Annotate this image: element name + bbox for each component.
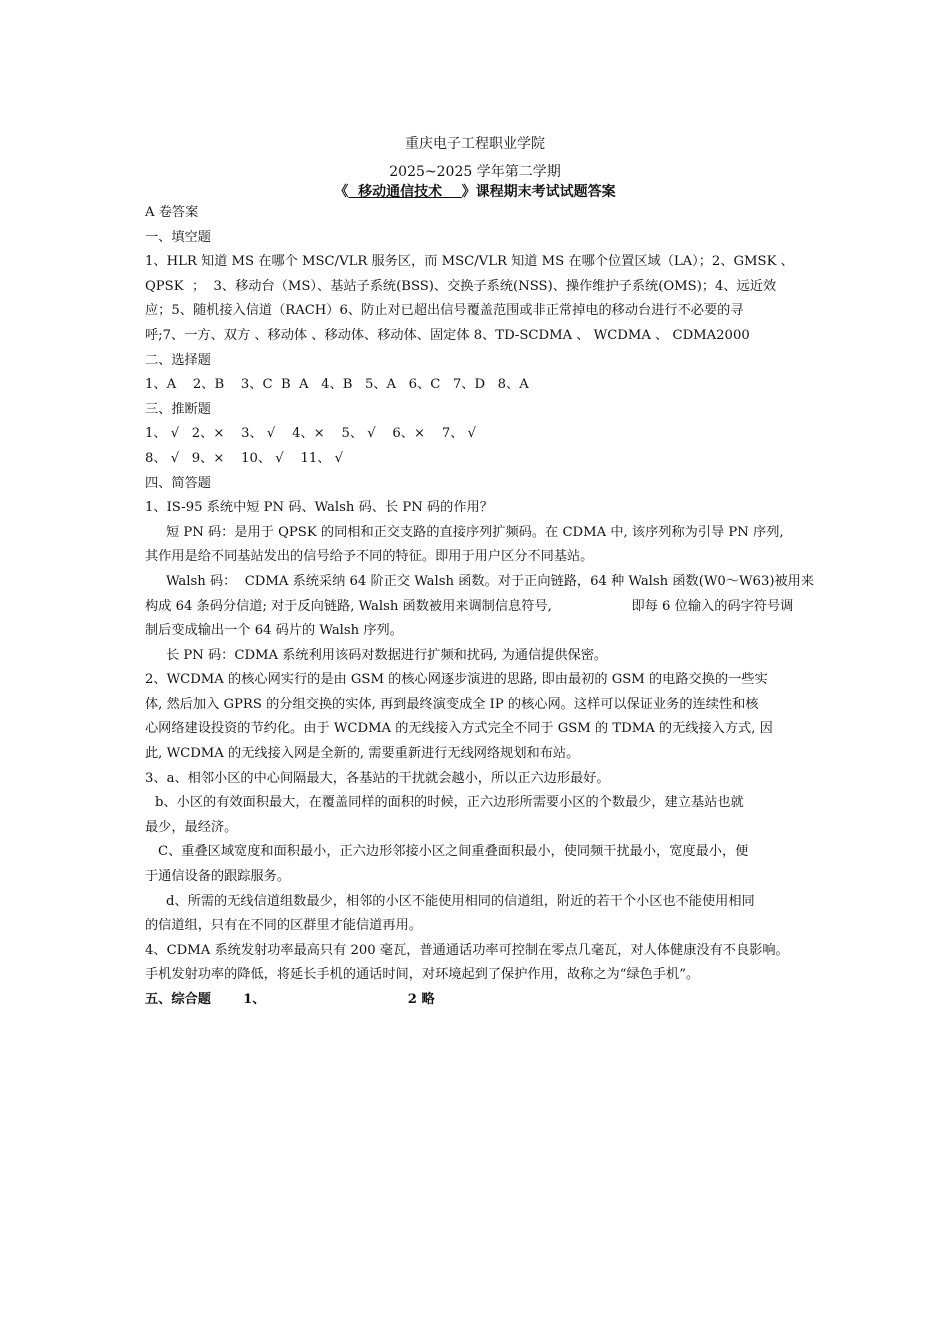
short-pn-answer: 短 PN 码：是用于 QPSK 的同相和正交支路的直接序列扩频码。在 CDMA 中, 该序列称为引导 PN 序列,: [166, 524, 784, 540]
section-heading-choice: 二、选择题: [145, 352, 211, 368]
question-3-d: d、所需的无线信道组数最少，相邻的小区不能使用相同的信道组，附近的若干个小区也不能使用相同: [166, 893, 755, 909]
comprehensive-heading: 五、综合题: [145, 992, 211, 1007]
question-2-line: 此, WCDMA 的无线接入网是全新的, 需要重新进行无线网络规划和布站。: [145, 746, 580, 762]
question-2-line: 体, 然后加入 GPRS 的分组交换的实体, 再到最终演变成全 IP 的核心网。这样可以保证业务的连续性和核: [145, 696, 759, 712]
fill-blank-line: 1、HLR 知道 MS 在哪个 MSC/VLR 服务区，而 MSC/VLR 知道 MS 在哪个位置区域（LA）；2、GMSK 、: [145, 254, 794, 270]
semester-line: 2025~2025 学年第二学期: [389, 164, 561, 180]
question-3-b: b、小区的有效面积最大，在覆盖同样的面积的时候，正六边形所需要小区的个数最少，建立基站也就: [155, 795, 744, 811]
walsh-answer-end: 制后变成输出一个 64 码片的 Walsh 序列。: [145, 623, 403, 639]
question-2-line: 2、WCDMA 的核心网实行的是由 GSM 的核心网逐步演进的思路, 即由最初的 GSM 的电路交换的一些实: [145, 672, 768, 688]
section-heading-judgement: 三、推断题: [145, 401, 211, 417]
comprehensive-item-2: 2 略: [407, 992, 435, 1007]
paper-label: A 卷答案: [145, 205, 199, 220]
short-pn-answer-cont: 其作用是给不同基站发出的信号给予不同的特征。即用于用户区分不同基站。: [145, 549, 594, 565]
section-heading-comprehensive: [145, 988, 817, 1013]
judgement-answers-line: 8、 √ 9、× 10、 √ 11、 √: [145, 450, 344, 466]
comprehensive-item-1: 1、: [243, 992, 266, 1007]
question-2-line: 心网络建设投资的节约化。由于 WCDMA 的无线接入方式完全不同于 GSM 的 TDMA 的无线接入方式, 因: [145, 721, 773, 737]
question-3-c-cont: 于通信设备的跟踪服务。: [145, 869, 291, 885]
question-3-a: 3、a、相邻小区的中心间隔最大，各基站的干扰就会越小，所以正六边形最好。: [145, 770, 610, 786]
title-prefix: 《: [334, 184, 349, 200]
school-name: 重庆电子工程职业学院: [405, 136, 545, 152]
section-heading-short-answer: 四、简答题: [145, 475, 211, 491]
question-3-d-cont: 的信道组，只有在不同的区群里才能信道再用。: [145, 918, 422, 934]
judgement-answers-line: 1、 √ 2、× 3、 √ 4、× 5、 √ 6、× 7、 √: [145, 426, 476, 442]
question-3-b-cont: 最少，最经济。: [145, 819, 238, 835]
long-pn-answer: 长 PN 码：CDMA 系统利用该码对数据进行扩频和扰码, 为通信提供保密。: [166, 647, 608, 663]
title-suffix: 》课程期末考试试题答案: [461, 184, 616, 200]
question-1: 1、IS-95 系统中短 PN 码、Walsh 码、长 PN 码的作用？: [145, 500, 493, 516]
choice-answers: 1、A 2、B 3、C B A 4、B 5、A 6、C 7、D 8、A: [145, 377, 529, 393]
fill-blank-line: 呼;7、一方、双方 、移动体 、移动体、移动体、固定体 8、TD-SCDMA 、 WCDMA 、 CDMA2000: [145, 327, 750, 343]
walsh-answer-part-b: 即每 6 位输入的码字符号调: [631, 598, 794, 614]
question-4-cont: 手机发射功率的降低，将延长手机的通话时间，对环境起到了保护作用，故称之为“绿色手机”。: [145, 967, 700, 983]
fill-blank-line: 应；5、随机接入信道（RACH）6、防止对已超出信号覆盖范围或非正常掉电的移动台进行不必要的寻: [145, 303, 744, 319]
walsh-answer-cont: [145, 595, 817, 620]
answer-body: [145, 201, 817, 1013]
walsh-answer: Walsh 码： CDMA 系统采纳 64 阶正交 Walsh 函数。对于正向链路，64 种 Walsh 函数(W0～W63)被用来: [166, 573, 815, 589]
fill-blank-line: QPSK ； 3、移动台（MS）、基站子系统(BSS)、交换子系统(NSS)、操作维护子系统(OMS)；4、远近效: [145, 278, 777, 294]
exam-title: [0, 182, 950, 202]
course-name: 移动通信技术: [348, 184, 462, 200]
question-3-c: C、重叠区域宽度和面积最小，正六边形邻接小区之间重叠面积最小，使同频干扰最小，宽度最小，便: [158, 844, 749, 860]
section-heading-fill-blank: 一、填空题: [145, 229, 211, 245]
question-4: 4、CDMA 系统发射功率最高只有 200 毫瓦，普通通话功率可控制在零点几毫瓦，对人体健康没有不良影响。: [145, 942, 789, 958]
walsh-answer-part-a: 构成 64 条码分信道; 对于反向链路, Walsh 函数被用来调制信息符号,: [145, 598, 552, 614]
